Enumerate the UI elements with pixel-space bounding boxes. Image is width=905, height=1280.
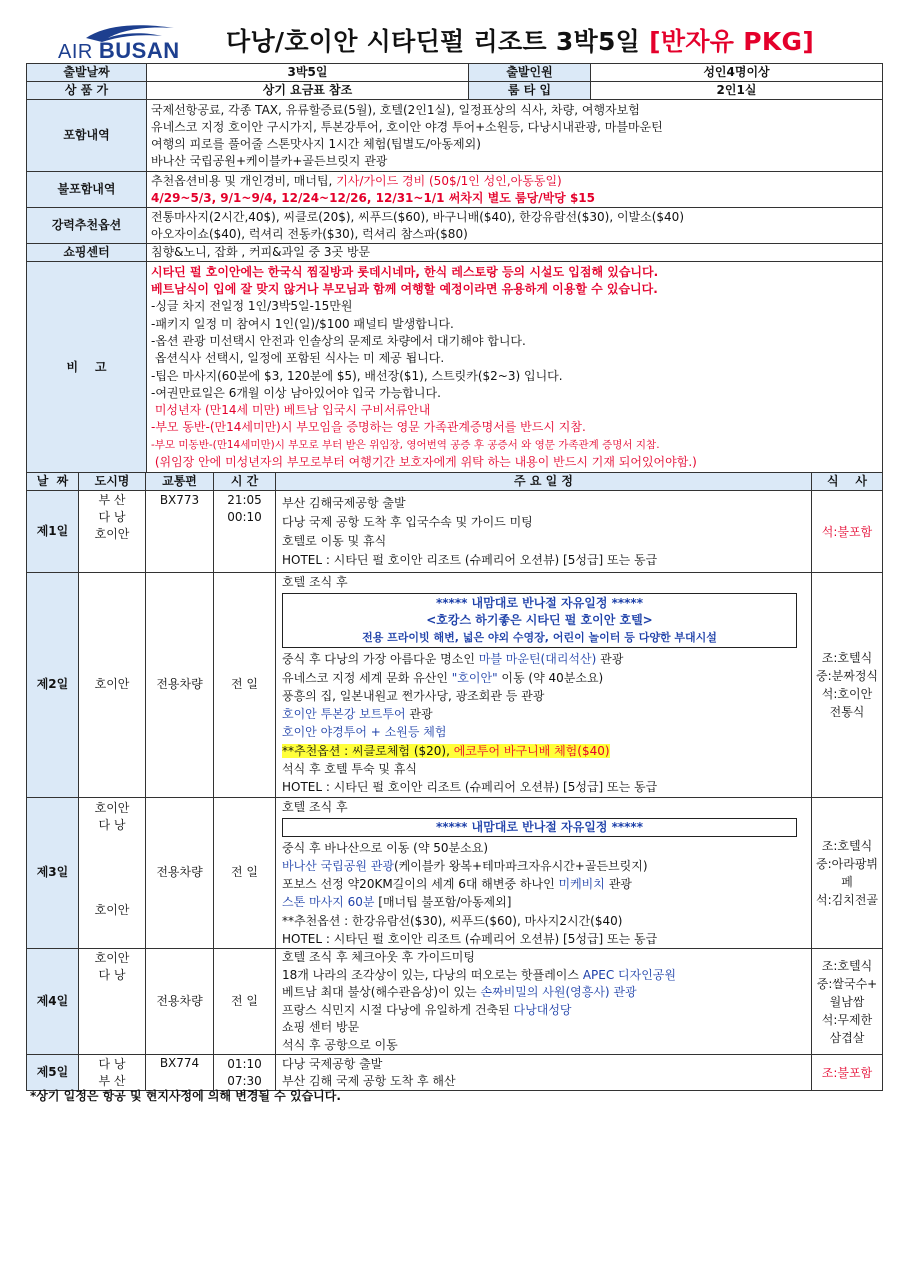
day1-label: 제1일 — [27, 491, 79, 573]
excluded-label: 불포함내역 — [27, 172, 147, 208]
options-value: 전통마사지(2시간,40$), 씨클로(20$), 씨푸드($60), 바구니배($40), 한강유람선($30), 이발소($40) 아오자이쇼($40), 럭셔리 전동카($30), 럭셔리 참스파($80) — [147, 208, 883, 244]
day1-times: 21:05 00:10 — [214, 491, 276, 573]
day5-transport: BX774 — [146, 1055, 214, 1091]
day1-row — [27, 491, 883, 573]
day1-meal: 석:불포함 — [812, 491, 883, 573]
col-itinerary: 주 요 일 정 — [276, 473, 812, 491]
day2-option-highlight: **추천옵션 : 씨클로체험 ($20), 에코투어 바구니배 체험($40) — [282, 743, 610, 758]
day4-row — [27, 949, 883, 1055]
price-label: 상 품 가 — [27, 82, 147, 100]
people-label: 출발인원 — [469, 64, 591, 82]
departure-value: 3박5일 — [147, 64, 469, 82]
day3-time: 전 일 — [214, 797, 276, 948]
price-value: 상기 요금표 참조 — [147, 82, 469, 100]
day4-cities: 호이안 다 낭 — [79, 949, 146, 1055]
people-value: 성인4명이상 — [591, 64, 883, 82]
shopping-label: 쇼핑센터 — [27, 244, 147, 262]
day2-transport: 전용차량 — [146, 573, 214, 798]
logo-text: AIR BUSAN — [58, 38, 180, 63]
schedule-table — [26, 472, 883, 1091]
day4-time: 전 일 — [214, 949, 276, 1055]
included-label: 포함내역 — [27, 100, 147, 172]
air-busan-logo — [54, 22, 184, 64]
included-value: 국제선항공료, 각종 TAX, 유류할증료(5월), 호텔(2인1실), 일정표상의 식사, 차량, 여행자보험 유네스코 지정 호이안 구시가지, 투본강투어, 호이안 야경 투어+소원등, 다낭시내관광, 마블마운틴 여행의 피로를 풀어줄 스톤맛사지 1시간 체험(팁별도/아동제외) 바나산 국립공원+케이블카+골든브릿지 관광 — [147, 100, 883, 172]
day5-meal: 조:불포함 — [812, 1055, 883, 1091]
day2-meals: 조:호텔식 중:분짜정식 석:호이안 전통식 — [812, 573, 883, 798]
day2-free-box: ***** 내맘대로 반나절 자유일정 ***** <호캉스 하기좋은 시타딘 펄 호이안 호텔> 전용 프라이빗 해변, 넓은 야외 수영장, 어린이 놀이터 등 다양한 부대시설 — [282, 593, 797, 648]
day3-transport: 전용차량 — [146, 797, 214, 948]
shopping-value: 침향&노니, 잡화 , 커피&과일 중 3곳 방문 — [147, 244, 883, 262]
page-title: 다낭/호이안 시타딘펄 리조트 3박5일 [반자유 PKG] — [226, 27, 815, 56]
day2-label: 제2일 — [27, 573, 79, 798]
day2-time: 전 일 — [214, 573, 276, 798]
day1-itinerary: 부산 김해국제공항 출발 다낭 국제 공항 도착 후 입국수속 및 가이드 미팅 호텔로 이동 및 휴식 HOTEL : 시타딘 펄 호이안 리조트 (슈페리어 오션뷰) [5성급] 또는 동급 — [276, 491, 812, 573]
day3-free-box: ***** 내맘대로 반나절 자유일정 ***** — [282, 818, 797, 837]
day3-itinerary: 호텔 조식 후 ***** 내맘대로 반나절 자유일정 ***** 중식 후 바나산으로 이동 (약 50분소요) 바나산 국립공원 관광(케이블카 왕복+테마파크자유시간+골든브릿지) 포보스 선정 약20KM길이의 세계 6대 해변중 하나인 미케비치 관광 스톤 마사지 60분 [매너팁 불포함/아동제외] **추천옵션 : 한강유람선($30), 씨푸드($60), 마사지2시간($40) HOTEL : 시타딘 펄 호이안 리조트 (슈페리어 오션뷰) [5성급] 또는 동급 — [276, 797, 812, 948]
options-label: 강력추천옵션 — [27, 208, 147, 244]
day1-transport: BX773 — [146, 491, 214, 573]
remarks-value: 시타딘 펄 호이안에는 한국식 찜질방과 롯데시네마, 한식 레스토랑 등의 시설도 입점해 있습니다. 베트남식이 입에 잘 맞지 않거나 부모님과 함께 여행할 예정이라면 유용하게 이용할 수 있습니다. -싱글 차지 전일정 1인/3박5일-15만원 -패키지 일정 미 참여시 1인(일)/$100 패널티 발생합니다. -옵션 관광 미선택시 안전과 인솔상의 문제로 차량에서 대기해야 합니다. 옵션식사 선택시, 일정에 포함된 식사는 미 제공 됩니다. -팁은 마사지(60분에 $3, 120분에 $5), 배선장($1), 스트릿카($2~3) 입니다. -여권만료일은 6개월 이상 남아있어야 입국 가능합니다. 미성년자 (만14세 미만) 베트남 입국시 구비서류안내 -부모 동반-(만14세미만)시 부모임을 증명하는 영문 가족관계증명서를 반드시 지참. -부모 미동반-(만14세미만)시 부모로 부터 받은 위임장, 영어번역 공증 후 공증서 와 영문 가족관계 증명서 지참. (위임장 안에 미성년자의 부모로부터 여행기간 보호자에게 위탁 하는 내용이 반드시 기재 되어있어야함.) — [147, 262, 883, 474]
col-meal: 식 사 — [812, 473, 883, 491]
col-time: 시 간 — [214, 473, 276, 491]
day3-label: 제3일 — [27, 797, 79, 948]
day4-label: 제4일 — [27, 949, 79, 1055]
excluded-value: 추천옵션비용 및 개인경비, 매너팁, 기사/가이드 경비 (50$/1인 성인,아동동일) 4/29~5/3, 9/1~9/4, 12/24~12/26, 12/31~1/1 써차지 별도 룸당/박당 $15 — [147, 172, 883, 208]
day3-meals: 조:호텔식 중:아라팡뷔 페 석:김치전골 — [812, 797, 883, 948]
day2-city: 호이안 — [79, 573, 146, 798]
day5-cities: 다 낭 부 산 — [79, 1055, 146, 1091]
day4-meals: 조:호텔식 중:쌀국수+ 월남쌈 석:무제한 삼겹살 — [812, 949, 883, 1055]
day5-itinerary: 다낭 국제공항 출발 부산 김해 국제 공항 도착 후 해산 — [276, 1055, 812, 1091]
departure-label: 출발날짜 — [27, 64, 147, 82]
day2-row — [27, 573, 883, 798]
day3-cities: 호이안 다 낭 호이안 — [79, 797, 146, 948]
day4-transport: 전용차량 — [146, 949, 214, 1055]
col-transport: 교통편 — [146, 473, 214, 491]
day5-times: 01:10 07:30 — [214, 1055, 276, 1091]
day2-itinerary: 호텔 조식 후 ***** 내맘대로 반나절 자유일정 ***** <호캉스 하기좋은 시타딘 펄 호이안 호텔> 전용 프라이빗 해변, 넓은 야외 수영장, 어린이 놀이터 등 다양한 부대시설 중식 후 다낭의 가장 아름다운 명소인 마블 마운틴(대리석산) 관광 유네스코 지정 세계 문화 유산인 "호이안" 이동 (약 40분소요) 풍흥의 집, 일본내원교 쩐가사당, 광조회관 등 관광 호이안 투본강 보트투어 관광 호이안 야경투어 + 소원등 체험 **추천옵션 : 씨클로체험 ($20), 에코투어 바구니배 체험($40) 석식 후 호텔 투숙 및 휴식 HOTEL : 시타딘 펄 호이안 리조트 (슈페리어 오션뷰) [5성급] 또는 동급 — [276, 573, 812, 798]
remarks-label: 비 고 — [27, 262, 147, 474]
footer-note: *상기 일정은 항공 및 현지사정에 의해 변경될 수 있습니다. — [30, 1089, 341, 1103]
room-label: 룸 타 입 — [469, 82, 591, 100]
day1-cities: 부 산 다 낭 호이안 — [79, 491, 146, 573]
col-city: 도시명 — [79, 473, 146, 491]
info-table — [26, 63, 883, 474]
day3-row — [27, 797, 883, 948]
col-date: 날 짜 — [27, 473, 79, 491]
day5-label: 제5일 — [27, 1055, 79, 1091]
day5-row — [27, 1055, 883, 1091]
room-value: 2인1실 — [591, 82, 883, 100]
day4-itinerary: 호텔 조식 후 체크아웃 후 가이드미팅 18개 나라의 조각상이 있는, 다낭의 떠오로는 핫플레이스 APEC 디자인공원 베트남 최대 불상(해수관음상)이 있는 손짜비밀의 사원(영흥사) 관광 프랑스 식민지 시절 다낭에 유일하게 건축된 다낭대성당 쇼핑 센터 방문 석식 후 공항으로 이동 — [276, 949, 812, 1055]
title-tag: [반자유 PKG] — [649, 27, 815, 56]
